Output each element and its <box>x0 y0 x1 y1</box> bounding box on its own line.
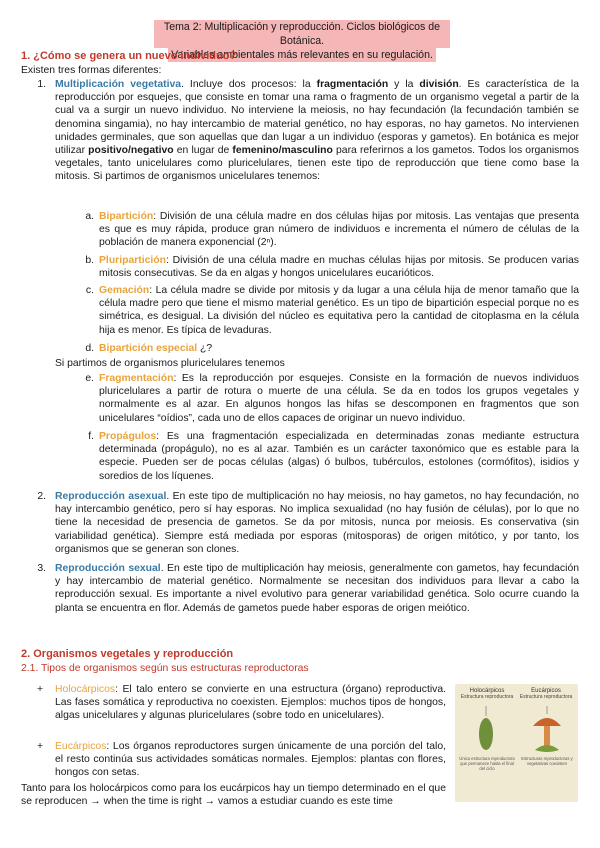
sub-d-paragraph: Bipartición especial ¿? <box>99 343 213 354</box>
figure-right-title: Eucárpicos <box>531 688 561 694</box>
section-1-intro: Existen tres formas diferentes: <box>21 65 162 76</box>
sub-e-paragraph: Fragmentación: Es la reproducción por esquejes. Consiste en la formación de nuevos individuos pluricelulares a partir de rotura o muerte de una célula. Se da en todos los grupos vegetales y normalmente es al azar. En algunos hongos las hifas se descomponen en fragmentos que son unicelulares “oídios”, cada uno de ellos capaces de originar un nuevo individuo. <box>99 373 579 424</box>
sub-d-letter: d. <box>85 343 94 354</box>
reproduction-figure <box>455 684 578 802</box>
sub-a-letter: a. <box>85 211 94 222</box>
item-1-number: 1. <box>37 79 46 90</box>
title-line-2: Variables ambientales más relevantes en su regulación. <box>168 48 436 62</box>
sub-e-letter: e. <box>85 373 94 384</box>
mushroom-stem-icon <box>544 726 550 746</box>
item-2-number: 2. <box>37 491 46 502</box>
item-3-number: 3. <box>37 563 46 574</box>
item-3-paragraph: Reproducción sexual. En este tipo de multiplicación hay meiosis, generalmente con gametos, hay fecundación y hay intercambio de material genético. Normalmente se necesitan dos individuos para llevar a cabo la reproducción sexual. Es importante a nivel evolutivo para generar variabilidad genética. Solo ocurre cuando la planta se encuentra en flor. Además de gametos puede haber esporas de origen meiótico. <box>55 563 579 614</box>
figure-right-note: Estructuras reproductoras y vegetativas coexisten <box>521 756 573 766</box>
title-line-1: Tema 2: Multiplicación y reproducción. Ciclos biológicos de Botánica. <box>154 20 450 48</box>
figure-left-title: Holocárpicos <box>469 688 505 694</box>
bullet-2-glyph: + <box>37 741 44 752</box>
sub-c-paragraph: Gemación: La célula madre se divide por mitosis y da lugar a una célula hija de menor tamaño que la célula madre pero que tiene el mismo material genético. Es un tipo de bipartición especial porque no es simétrica, es desigual. La división del núcleo es equitativa pero la cantidad de citoplasma en la célula hija es menor. Es típica de levaduras. <box>99 285 579 336</box>
bullet-1-glyph: + <box>37 684 44 695</box>
sub-f-paragraph: Propágulos: Es una fragmentación especializada en determinadas zonas mediante estructura determinada (propágulo), no es al azar. También es un carácter taxonómico que es estable para la especie. Pueden ser de pocas células (algas) ó bulbos, tubérculos, estolones (cormófitos), isidios y soredios de los líquenes. <box>99 431 579 482</box>
figure-right-subtitle: Estructura reproductora <box>519 694 573 700</box>
section-2-1-subheading: 2.1. Tipos de organismos según sus estructuras reproductoras <box>21 663 309 674</box>
mushroom-cap-icon <box>533 718 561 726</box>
holocarpic-thallus-icon <box>479 718 493 750</box>
item-2-paragraph: Reproducción asexual. En este tipo de multiplicación no hay meiosis, no hay gametos, no hay fecundación, no hay intercambio genético, pero sí hay esporas. No implica sexualidad (no hay fusión de células), por lo que no tiene la necesidad de presencia de gametos. Se da por mitosis, nunca por meiosis. Es conservativa (sin variabilidad genética). Siempre está mediada por esporas (mitosporas) de origen mitótico, y por tanto, los organismos que se generan son clones. <box>55 491 580 555</box>
figure-left-note: Única estructura reproductora que permanece hasta el final del ciclo <box>459 756 515 771</box>
item-1-paragraph: Multiplicación vegetativa. Incluye dos procesos: la fragmentación y la división. Es característica de la reproducción por esquejes, que consiste en tomar una rama o fragmento de un organismo vegetal a partir de la cual va a surgir un nuevo individuo. No interviene la meiosis, no hay fecundación (la fecundación también se denomina singamia), no hay intercambio de material genético, no hay esporas, no hay gametos. No intervienen unidades germinales, que son aquellas que dan lugar a un individuo (esporas y gametos). En botánica es mejor utilizar positivo/negativo en lugar de femenino/masculino para referirnos a los gametos. Todos los organismos vegetales, tanto unicelulares como pluricelulares, tienen este tipo de reproducción que tiene como base la mitosis. Si partimos de organismos unicelulares tenemos: <box>55 79 579 183</box>
sub-b-letter: b. <box>85 255 94 266</box>
eucarpic-paragraph: Eucárpicos: Los órganos reproductores surgen únicamente de una porción del talo, el resto continúa sus actividades somáticas normales. Ejemplos: plantas con flores, hongos con setas. <box>55 741 446 779</box>
sub-f-letter: f. <box>88 431 94 442</box>
figure-left-subtitle: Estructura reproductora <box>460 694 514 700</box>
eucarpic-base-icon <box>535 745 559 752</box>
closing-paragraph: Tanto para los holocárpicos como para los eucárpicos hay un tiempo determinado en el que se reproducen → when the time is right → vamos a estudiar cuando es este time <box>21 783 446 808</box>
figure-illustrations <box>455 684 578 802</box>
pluricellular-intro: Si partimos de organismos pluricelulares tenemos <box>55 358 285 369</box>
item-1-term: Multiplicación vegetativa <box>55 79 182 90</box>
holocarpic-paragraph: Holocárpicos: El talo entero se convierte en una estructura (órgano) reproductiva. Las fases somática y reproductiva no coexisten. Ejemplos: muchos tipos de hongos, algas unicelulares y algunas pluricelulares (sobre todo en unicelulares). <box>55 684 446 722</box>
sub-c-letter: c. <box>85 285 94 296</box>
section-1-heading: 1. ¿Cómo se genera un nuevo individuo? <box>21 50 237 62</box>
sub-a-paragraph: Bipartición: División de una célula madre en dos células hijas por mitosis. Las ventajas que presenta es que es muy rápida, produce gran número de individuos e incrementa el número de células de la población de manera exponencial (2ⁿ). <box>99 211 579 249</box>
section-2-heading: 2. Organismos vegetales y reproducción <box>21 648 234 660</box>
sub-b-paragraph: Pluripartición: División de una célula madre en muchas células hijas por mitosis. Se producen varias mitosis consecutivas. Se da en algas y hongos unicelulares eucarióticos. <box>99 255 579 280</box>
